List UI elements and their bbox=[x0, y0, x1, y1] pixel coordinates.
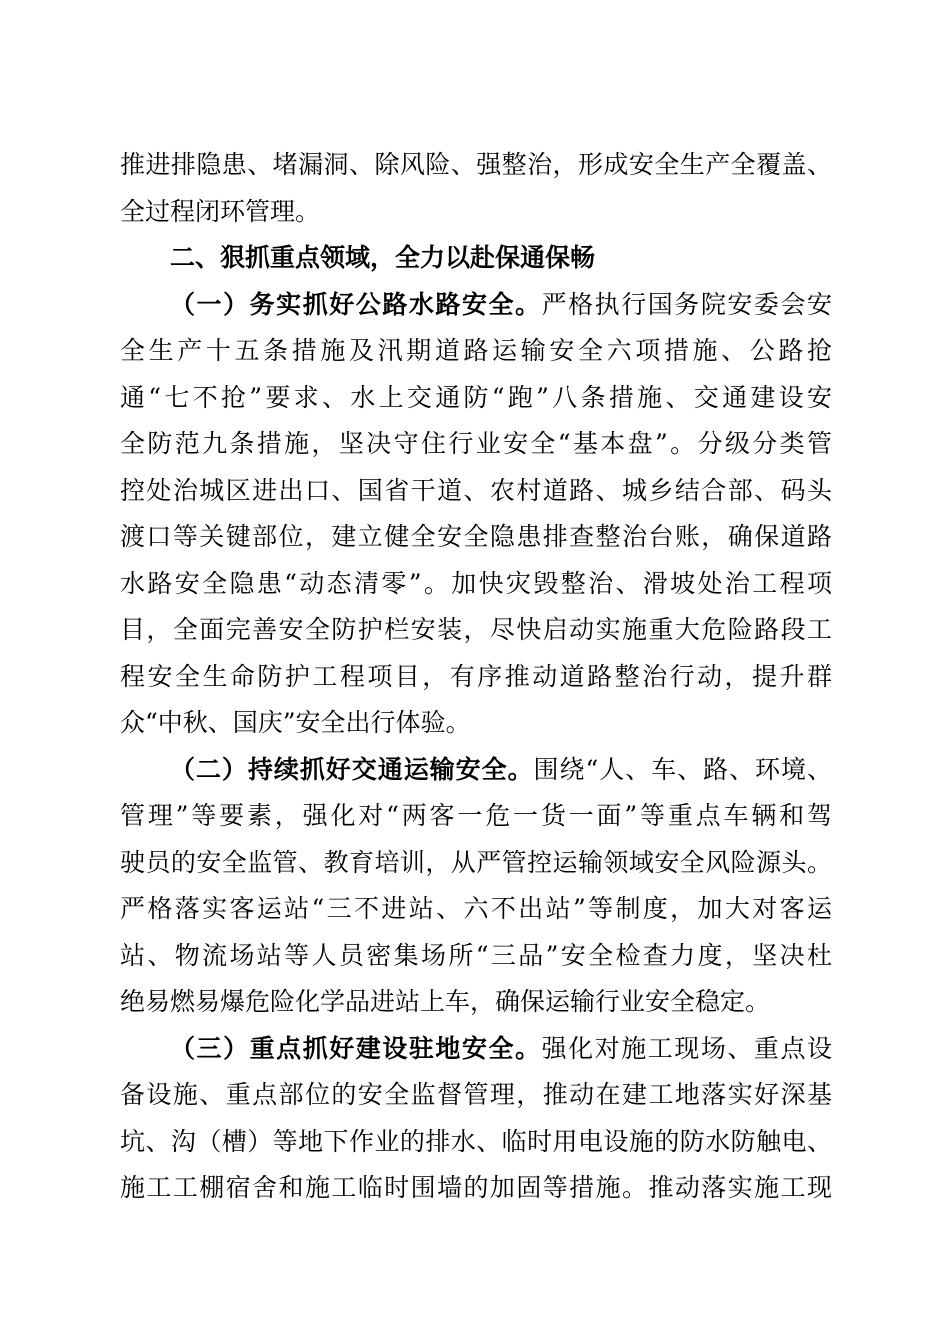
para3-line: 施工工棚宿舍和施工临时围墙的加固等措施。推动落实施工现 bbox=[120, 1173, 832, 1202]
para2-line: 站、物流场站等人员密集场所“三品”安全检查力度，坚决杜 bbox=[120, 940, 832, 970]
section-heading: 二、狠抓重点领域，全力以赴保通保畅 bbox=[170, 243, 596, 272]
intro-line-2: 全过程闭环管理。 bbox=[120, 196, 321, 226]
para1-line: 目，全面完善安全防护栏安装，尽快启动实施重大危险路段工 bbox=[120, 615, 832, 644]
para3-line: 坑、沟（槽）等地下作业的排水、临时用电设施的防水防触电、 bbox=[120, 1126, 832, 1156]
para3-title: （三）重点抓好建设驻地安全。 bbox=[170, 1033, 542, 1063]
para2-title: （二）持续抓好交通运输安全。 bbox=[170, 754, 534, 784]
intro-line-1: 推进排隐患、堵漏洞、除风险、强整治，形成安全生产全覆盖、 bbox=[120, 150, 832, 179]
para2-line: 驶员的安全监管、教育培训，从严管控运输领域安全风险源头。 bbox=[120, 847, 832, 877]
para2-first-line-rest: 围绕“人、车、路、环境、 bbox=[533, 754, 832, 784]
para1-line: 众“中秋、国庆”安全出行体验。 bbox=[120, 708, 471, 737]
para1-first-line-rest: 严格执行国务院安委会安 bbox=[541, 289, 832, 319]
para3-first-line-rest: 强化对施工现场、重点设 bbox=[541, 1033, 832, 1063]
para1-line: 控处治城区进出口、国省干道、农村道路、城乡结合部、码头 bbox=[120, 475, 832, 505]
para1-first-line bbox=[170, 282, 832, 329]
para1-line: 全生产十五条措施及汛期道路运输安全六项措施、公路抢 bbox=[120, 336, 832, 365]
para2-line: 管理”等要素，强化对“两客一危一货一面”等重点车辆和驾 bbox=[120, 801, 832, 830]
document-page bbox=[120, 142, 832, 1212]
para2-line: 绝易燃易爆危险化学品进站上车，确保运输行业安全稳定。 bbox=[120, 987, 771, 1016]
para2-first-line bbox=[170, 747, 832, 794]
para3-first-line bbox=[170, 1026, 832, 1073]
para1-line: 程安全生命防护工程项目，有序推动道路整治行动，提升群 bbox=[120, 661, 832, 691]
para1-line: 全防范九条措施，坚决守住行业安全“基本盘”。分级分类管 bbox=[120, 429, 832, 458]
para1-line: 水路安全隐患“动态清零”。加快灾毁整治、滑坡处治工程项 bbox=[120, 568, 832, 598]
para1-title: （一）务实抓好公路水路安全。 bbox=[170, 289, 542, 319]
para1-line: 通“七不抢”要求、水上交通防“跑”八条措施、交通建设安 bbox=[120, 382, 832, 412]
para2-line: 严格落实客运站“三不进站、六不出站”等制度，加大对客运 bbox=[120, 894, 832, 923]
para3-line: 备设施、重点部位的安全监督管理，推动在建工地落实好深基 bbox=[120, 1080, 832, 1109]
para1-line: 渡口等关键部位，建立健全安全隐患排查整治台账，确保道路 bbox=[120, 522, 832, 551]
